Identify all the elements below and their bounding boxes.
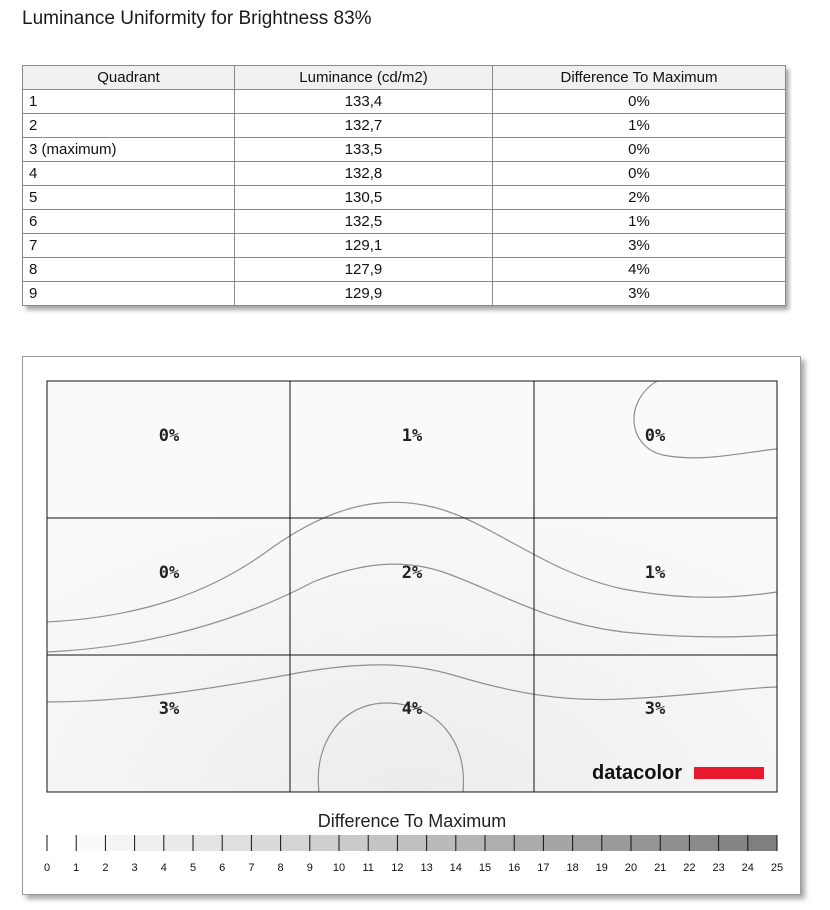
- cell-difference: 0%: [493, 90, 786, 114]
- scale-swatch: [164, 835, 193, 851]
- scale-swatch: [602, 835, 631, 851]
- scale-tick-label: 23: [712, 862, 725, 874]
- cell-difference: 0%: [493, 138, 786, 162]
- scale-tick-label: 21: [654, 862, 667, 874]
- scale-tick-label: 12: [391, 862, 404, 874]
- cell-luminance: 133,5: [235, 138, 493, 162]
- page-title: Luminance Uniformity for Brightness 83%: [22, 8, 372, 29]
- scale-tick-label: 15: [478, 862, 492, 874]
- scale-swatch: [456, 835, 485, 851]
- table-row: [23, 186, 786, 210]
- scale-tick-label: 11: [362, 862, 374, 874]
- scale-swatch: [397, 835, 426, 851]
- cell-quadrant: 9: [23, 282, 235, 306]
- cell-label: 1%: [401, 426, 423, 446]
- cell-luminance: 133,4: [235, 90, 493, 114]
- scale-swatch: [105, 835, 134, 851]
- scale-swatch: [281, 835, 310, 851]
- cell-label: 0%: [644, 426, 666, 446]
- cell-label: 3%: [158, 699, 180, 719]
- cell-quadrant: 6: [23, 210, 235, 234]
- cell-label: 2%: [401, 563, 423, 583]
- table-row: [23, 234, 786, 258]
- scale-tick-label: 19: [595, 862, 608, 874]
- cell-label: 3%: [644, 699, 666, 719]
- cell-luminance: 130,5: [235, 186, 493, 210]
- luminance-table: [22, 65, 786, 306]
- scale-tick-label: 13: [420, 862, 433, 874]
- scale-tick-label: 17: [537, 862, 550, 874]
- scale-tick-label: 20: [624, 862, 638, 874]
- cell-difference: 0%: [493, 162, 786, 186]
- scale-swatch: [485, 835, 514, 851]
- scale-swatch: [222, 835, 251, 851]
- scale-swatch: [76, 835, 105, 851]
- cell-difference: 1%: [493, 210, 786, 234]
- uniformity-chart-panel: [22, 356, 801, 895]
- cell-label: 0%: [158, 426, 180, 446]
- uniformity-chart: [23, 357, 800, 894]
- cell-quadrant: 4: [23, 162, 235, 186]
- scale-tick-label: 8: [277, 862, 284, 874]
- scale-swatch: [748, 835, 777, 851]
- scale-swatch: [543, 835, 572, 851]
- scale-tick-label: 22: [683, 862, 696, 874]
- cell-luminance: 129,1: [235, 234, 493, 258]
- cell-quadrant: 2: [23, 114, 235, 138]
- scale-tick-label: 1: [73, 862, 80, 874]
- datacolor-logo-bar: [694, 767, 764, 779]
- cell-label: 4%: [401, 699, 423, 719]
- scale-swatch: [251, 835, 280, 851]
- scale-tick-label: 14: [449, 862, 462, 874]
- luminance-table-container: [22, 65, 785, 306]
- header-quadrant: Quadrant: [23, 66, 235, 90]
- cell-luminance: 132,5: [235, 210, 493, 234]
- scale-swatch: [47, 835, 76, 851]
- scale-tick-label: 25: [770, 862, 784, 874]
- cell-luminance: 132,7: [235, 114, 493, 138]
- scale-swatch: [310, 835, 339, 851]
- header-difference: Difference To Maximum: [493, 66, 786, 90]
- header-luminance: Luminance (cd/m2): [235, 66, 493, 90]
- cell-difference: 4%: [493, 258, 786, 282]
- scale-tick-label: 9: [306, 862, 313, 874]
- scale-tick-label: 3: [131, 862, 138, 874]
- cell-luminance: 132,8: [235, 162, 493, 186]
- table-row: [23, 138, 786, 162]
- scale-tick-label: 10: [332, 862, 346, 874]
- table-row: [23, 210, 786, 234]
- scale-swatch: [660, 835, 689, 851]
- datacolor-logo-text: datacolor: [592, 762, 683, 784]
- scale-tick-label: 0: [43, 862, 51, 874]
- table-row: [23, 90, 786, 114]
- scale-swatch: [368, 835, 397, 851]
- scale-swatch: [193, 835, 222, 851]
- scale-swatch: [689, 835, 718, 851]
- cell-difference: 2%: [493, 186, 786, 210]
- scale-swatch: [339, 835, 368, 851]
- color-scale: [44, 835, 783, 874]
- scale-title: Difference To Maximum: [317, 811, 507, 831]
- cell-quadrant: 3 (maximum): [23, 138, 235, 162]
- cell-label: 0%: [158, 563, 180, 583]
- cell-luminance: 127,9: [235, 258, 493, 282]
- cell-quadrant: 8: [23, 258, 235, 282]
- scale-tick-label: 7: [248, 862, 255, 874]
- scale-tick-label: 6: [219, 862, 226, 874]
- scale-swatch: [514, 835, 543, 851]
- scale-swatch: [573, 835, 602, 851]
- table-row: [23, 114, 786, 138]
- scale-tick-label: 2: [102, 862, 109, 874]
- scale-swatch: [631, 835, 660, 851]
- cell-quadrant: 7: [23, 234, 235, 258]
- table-row: [23, 282, 786, 306]
- table-row: [23, 162, 786, 186]
- scale-tick-label: 16: [508, 862, 521, 874]
- cell-difference: 3%: [493, 234, 786, 258]
- cell-luminance: 129,9: [235, 282, 493, 306]
- cell-difference: 1%: [493, 114, 786, 138]
- cell-quadrant: 5: [23, 186, 235, 210]
- scale-tick-label: 18: [566, 862, 579, 874]
- cell-difference: 3%: [493, 282, 786, 306]
- scale-tick-label: 24: [741, 862, 754, 874]
- cell-quadrant: 1: [23, 90, 235, 114]
- cell-label: 1%: [644, 563, 666, 583]
- table-header-row: [23, 66, 786, 90]
- scale-tick-label: 4: [160, 862, 167, 874]
- scale-swatch: [427, 835, 456, 851]
- scale-swatch: [719, 835, 748, 851]
- scale-tick-label: 5: [189, 862, 197, 874]
- scale-swatch: [135, 835, 164, 851]
- table-row: [23, 258, 786, 282]
